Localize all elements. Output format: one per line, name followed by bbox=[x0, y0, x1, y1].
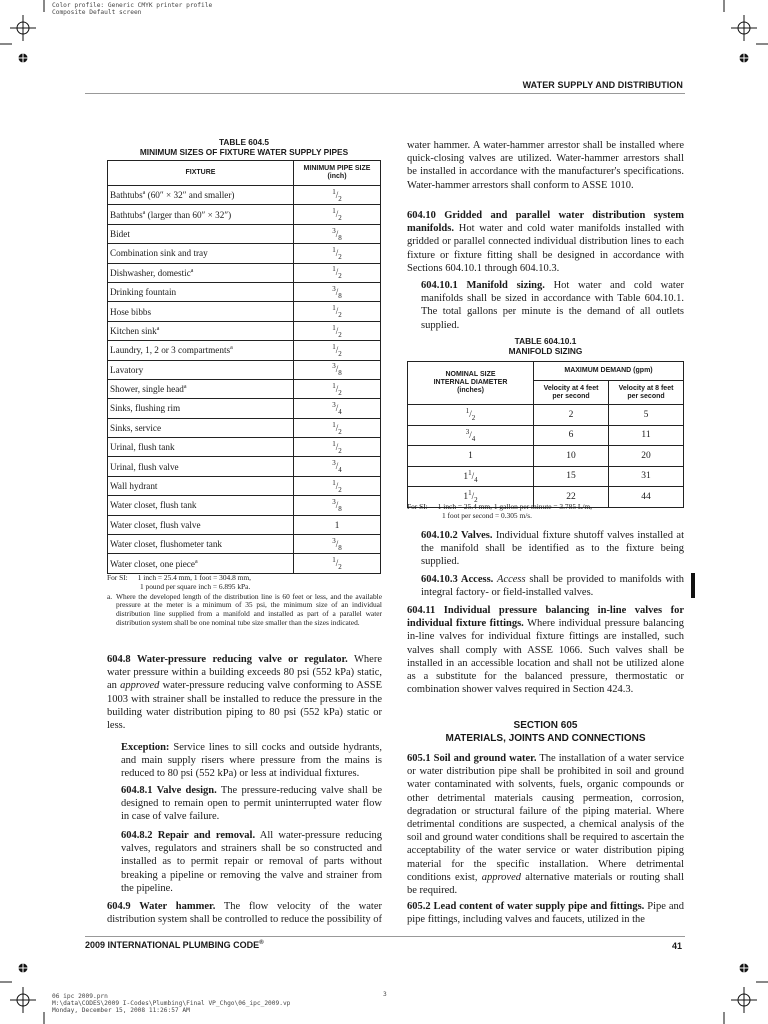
page-number: 41 bbox=[671, 941, 682, 951]
header-line: (inch) bbox=[327, 173, 347, 180]
target-icon bbox=[16, 961, 30, 975]
section-number: SECTION 605 bbox=[513, 720, 578, 731]
section-text: Where individual pressure balancing in-line valves for individual fixture fittings are installed, such valves shall comply with ASSE 1066. Such valves shall be installed in an accessible location and shall not be utilized alone as a substitute for the balanced pressure, thermostatic or combination shower valves required in Section 424.3. bbox=[407, 618, 684, 696]
section-605-2 bbox=[407, 900, 684, 926]
demand-4fps-cell: 2 bbox=[534, 405, 609, 426]
fraction: $^3/_8$ bbox=[332, 536, 342, 552]
fixture-cell: Hose bibbs bbox=[108, 302, 294, 321]
section-604-10-2 bbox=[421, 529, 684, 569]
section-text: Hot water and cold water manifolds installed with gridded or parallel connected individual distribution lines to each fixture or fixture fitting shall be designed in accordance with Sections 604.10.1 through 604.10.3. bbox=[407, 223, 684, 274]
table-caption: MINIMUM SIZES OF FIXTURE WATER SUPPLY PIPES bbox=[139, 147, 349, 157]
fixture-cell: Drinking fountain bbox=[108, 282, 294, 301]
fixture-cell: Water closet, flushometer tank bbox=[108, 535, 294, 554]
column-header-pipe-size bbox=[294, 161, 381, 186]
table-row bbox=[108, 263, 381, 282]
si-text: 1 foot per second = 0.305 m/s. bbox=[442, 510, 532, 520]
fixture-cell: Bathtubs$^a$ (60″ × 32″ and smaller) bbox=[108, 186, 294, 205]
column-header-fixture: FIXTURE bbox=[108, 161, 294, 186]
demand-4fps-cell: 10 bbox=[534, 446, 609, 467]
pipe-size-cell bbox=[294, 360, 381, 379]
pipe-size-cell bbox=[294, 341, 381, 360]
table-row bbox=[108, 535, 381, 554]
section-heading: 604.8.2 Repair and removal. bbox=[121, 830, 256, 841]
target-icon bbox=[737, 51, 751, 65]
table-number: TABLE 604.10.1 bbox=[514, 336, 577, 346]
running-header: WATER SUPPLY AND DISTRIBUTION bbox=[522, 80, 683, 90]
fraction: $^1/_2$ bbox=[332, 556, 342, 572]
pipe-size-cell bbox=[294, 205, 381, 224]
section-604-10 bbox=[407, 209, 684, 275]
fraction: $^1/_2$ bbox=[332, 187, 342, 203]
table-row bbox=[108, 360, 381, 379]
print-info-bottom bbox=[52, 993, 290, 1014]
pipe-size-cell bbox=[294, 515, 381, 534]
emphasis: Access bbox=[497, 574, 526, 585]
pipe-size-cell bbox=[294, 554, 381, 573]
pipe-size-cell bbox=[294, 321, 381, 340]
section-605-1 bbox=[407, 752, 684, 897]
fraction: $^1/_2$ bbox=[332, 420, 342, 436]
section-text: The flow velocity of the water distribution system shall be controlled to reduce the possibility of bbox=[107, 901, 382, 926]
column-header-velocity-8: Velocity at 8 feet per second bbox=[609, 381, 684, 405]
table-row bbox=[108, 186, 381, 205]
fraction: 1 bbox=[334, 519, 340, 530]
fixture-cell: Wall hydrant bbox=[108, 476, 294, 495]
section-text: water-pressure reducing valve conforming to ASSE 1003 with strainer shall be installed to reduce the pressure in the building water distribution piping to 80 psi (552 kPa) static or less. bbox=[107, 680, 382, 732]
fraction: $^3/_4$ bbox=[332, 401, 342, 416]
section-text: Pipe and pipe fittings, including valves and faucets, utilized in the bbox=[407, 901, 684, 926]
fixture-cell: Sinks, service bbox=[108, 418, 294, 437]
pipe-size-cell bbox=[294, 476, 381, 495]
fraction: $^3/_8$ bbox=[332, 284, 342, 300]
section-604-8 bbox=[107, 653, 382, 732]
table-row bbox=[108, 282, 381, 301]
demand-8fps-cell: 20 bbox=[609, 446, 684, 467]
section-heading: 604.11 Individual pressure balancing in-line valves for individual fixture fittings. bbox=[407, 605, 684, 630]
emphasis: approved bbox=[481, 871, 521, 883]
pipe-size-cell bbox=[294, 418, 381, 437]
demand-4fps-cell: 22 bbox=[534, 487, 609, 508]
fraction: 1 bbox=[468, 450, 473, 461]
table-row bbox=[108, 399, 381, 418]
table-row bbox=[108, 224, 381, 243]
demand-8fps-cell: 44 bbox=[609, 487, 684, 508]
section-heading: 604.8.1 Valve design. bbox=[121, 785, 217, 796]
si-text: 1 inch = 25.4 mm, 1 gallon per minute = 3.785 L/m, bbox=[437, 502, 593, 511]
fraction: $^1/_2$ bbox=[332, 323, 342, 339]
demand-8fps-cell: 5 bbox=[609, 405, 684, 426]
section-heading: 604.9 Water hammer. bbox=[107, 901, 216, 912]
demand-4fps-cell: 6 bbox=[534, 425, 609, 446]
fixture-cell: Shower, single head$^a$ bbox=[108, 379, 294, 398]
fixture-cell: Combination sink and tray bbox=[108, 244, 294, 263]
print-info-line: 06 ipc 2009.prn bbox=[52, 993, 108, 1000]
fixture-cell: Urinal, flush tank bbox=[108, 438, 294, 457]
section-604-8-2 bbox=[121, 829, 382, 895]
print-info-line: M:\data\CODES\2009 I-Codes\Plumbing\Final VP_Chgo\06_ipc_2009.vp bbox=[52, 1000, 291, 1007]
fixture-cell: Lavatory bbox=[108, 360, 294, 379]
table-caption: MANIFOLD SIZING bbox=[508, 346, 583, 356]
table-body bbox=[408, 405, 684, 508]
exception-block bbox=[121, 741, 382, 781]
fixture-cell: Water closet, flush tank bbox=[108, 496, 294, 515]
footer-code-title bbox=[85, 940, 264, 950]
table-row bbox=[108, 418, 381, 437]
table-header-row bbox=[108, 161, 381, 186]
table-body bbox=[108, 186, 381, 574]
fraction: $^1/_2$ bbox=[332, 478, 342, 494]
crosshair-icon bbox=[10, 987, 36, 1013]
fraction: $1^1/_4$ bbox=[463, 468, 478, 484]
fixture-cell: Water closet, flush valve bbox=[108, 515, 294, 534]
fixture-cell: Kitchen sink$^a$ bbox=[108, 321, 294, 340]
pipe-size-cell bbox=[294, 496, 381, 515]
exception-text: Service lines to sill cocks and outside hydrants, and main supply risers where pressure from the mains is reduced to 80 psi (552 kPa) or less at individual fixtures. bbox=[121, 742, 382, 780]
crosshair-icon bbox=[10, 15, 36, 41]
table-604-10-1-notes bbox=[407, 503, 684, 521]
fraction: $^1/_2$ bbox=[332, 245, 342, 261]
table-row bbox=[108, 515, 381, 534]
section-text: shall be provided to manifolds with integral factory- or field-installed valves. bbox=[421, 574, 684, 599]
demand-8fps-cell: 31 bbox=[609, 466, 684, 487]
fraction: $^1/_2$ bbox=[332, 207, 342, 223]
table-row bbox=[408, 446, 684, 467]
section-604-11 bbox=[407, 604, 684, 696]
pipe-size-cell bbox=[294, 282, 381, 301]
fixture-cell: Bidet bbox=[108, 224, 294, 243]
fraction: $^3/_4$ bbox=[465, 427, 476, 443]
section-604-10-3 bbox=[421, 573, 684, 599]
table-number: TABLE 604.5 bbox=[218, 137, 270, 147]
fraction: $^3/_8$ bbox=[332, 226, 342, 242]
section-text: Individual fixture shutoff valves installed at the manifold shall be identified as to the fixture being supplied. bbox=[421, 530, 685, 568]
fraction: $^1/_2$ bbox=[332, 381, 342, 397]
table-604-5-title bbox=[107, 137, 381, 157]
section-text: water hammer. A water-hammer arrestor shall be installed where quick-closing valves are utilized. Water-hammer arrestors shall be installed in accordance with the manufacturer's specifications. Water-hammer arrestors shall conform to ASSE 1010. bbox=[407, 140, 684, 191]
header-line: MINIMUM PIPE SIZE bbox=[303, 165, 371, 172]
si-label: For SI: bbox=[107, 573, 128, 582]
pipe-size-cell bbox=[294, 244, 381, 263]
table-row bbox=[108, 476, 381, 495]
footer-rule bbox=[85, 936, 685, 937]
size-cell bbox=[408, 405, 534, 426]
section-604-9 bbox=[107, 900, 382, 926]
fraction: $^1/_2$ bbox=[332, 342, 342, 358]
fraction: $^3/_8$ bbox=[332, 498, 342, 513]
change-bar bbox=[691, 573, 695, 598]
table-row bbox=[408, 466, 684, 487]
table-row bbox=[108, 496, 381, 515]
fixture-cell: Sinks, flushing rim bbox=[108, 399, 294, 418]
pipe-size-cell bbox=[294, 438, 381, 457]
emphasis: approved bbox=[120, 680, 160, 692]
table-row bbox=[108, 321, 381, 340]
footnote-text: Where the developed length of the distribution line is 60 feet or less, and the available pressure at the meter is a minimum of 35 psi, the minimum size of an individual distribution line supplied from a manifold and installed as part of a parallel water distribution system shall be one nominal tube size smaller than the sizes indicated. bbox=[116, 591, 382, 627]
table-row bbox=[108, 341, 381, 360]
table-row bbox=[408, 425, 684, 446]
footnote-mark: a. bbox=[107, 591, 113, 601]
footer-code: 2009 INTERNATIONAL PLUMBING CODE bbox=[85, 940, 260, 950]
section-605-title bbox=[407, 719, 684, 745]
column-header-nominal-size: NOMINAL SIZE INTERNAL DIAMETER (inches) bbox=[408, 362, 534, 405]
print-page-index: 3 bbox=[383, 991, 387, 998]
table-row bbox=[108, 554, 381, 573]
demand-4fps-cell: 15 bbox=[534, 466, 609, 487]
table-604-10-1-title bbox=[407, 336, 684, 356]
section-heading: 604.10.1 Manifold sizing. bbox=[421, 280, 545, 291]
section-604-10-1 bbox=[421, 279, 684, 332]
fraction: $^1/_2$ bbox=[332, 265, 342, 281]
header-rule bbox=[85, 93, 685, 94]
pipe-size-cell bbox=[294, 457, 381, 476]
table-row bbox=[108, 244, 381, 263]
column-header-velocity-4: Velocity at 4 feet per second bbox=[534, 381, 609, 405]
column-header-max-demand: MAXIMUM DEMAND (gpm) bbox=[534, 362, 684, 381]
section-name: MATERIALS, JOINTS AND CONNECTIONS bbox=[445, 733, 646, 744]
fixture-cell: Water closet, one piece$^a$ bbox=[108, 554, 294, 573]
size-cell bbox=[408, 446, 534, 467]
fraction: $^3/_4$ bbox=[332, 459, 342, 475]
section-text: The installation of a water service or water distribution pipe shall be prohibited in soil and ground water contaminated with solvents, fuels, organic compounds or other detrimental materials causing permeation, corrosion, degradation or structural failure of the piping material. Where detrimental conditions are suspected, a chemical analysis of the soil and ground water conditions shall be required to ascertain the acceptability of the water service or water distribution piping material for the specific installation. Where detrimental conditions exist, bbox=[407, 753, 684, 883]
section-heading: 604.10.3 Access. bbox=[421, 574, 494, 585]
size-cell bbox=[408, 425, 534, 446]
section-heading: 605.1 Soil and ground water. bbox=[407, 753, 537, 764]
crosshair-icon bbox=[731, 987, 757, 1013]
fixture-cell: Laundry, 1, 2 or 3 compartments$^a$ bbox=[108, 341, 294, 360]
demand-8fps-cell: 11 bbox=[609, 425, 684, 446]
target-icon bbox=[737, 961, 751, 975]
print-info-line: Monday, December 15, 2008 11:26:57 AM bbox=[52, 1007, 190, 1014]
pipe-size-cell bbox=[294, 302, 381, 321]
section-text: Hot water and cold water manifolds shall be sized in accordance with Table 604.10.1. The total gallons per minute is the demand of all outlets supplied. bbox=[421, 280, 685, 331]
fraction: $^1/_2$ bbox=[332, 439, 342, 455]
table-row bbox=[108, 205, 381, 224]
section-heading: 604.10.2 Valves. bbox=[421, 530, 493, 541]
section-text: All water-pressure reducing valves, regulators and strainers shall be so constructed and installed as to permit repair or removal of parts without breaking a pipeline or removing the valve and strainer from the pipeline. bbox=[121, 830, 382, 894]
exception-heading: Exception: bbox=[121, 742, 170, 753]
si-label: For SI: bbox=[407, 502, 428, 511]
size-cell bbox=[408, 466, 534, 487]
section-heading: 604.10 Gridded and parallel water distribution system manifolds. bbox=[407, 210, 684, 235]
si-text: 1 inch = 25.4 mm, 1 foot = 304.8 mm, bbox=[137, 573, 251, 582]
registered-mark: ® bbox=[259, 940, 264, 946]
section-heading: 605.2 Lead content of water supply pipe and fittings. bbox=[407, 901, 645, 912]
table-row bbox=[108, 379, 381, 398]
pipe-size-cell bbox=[294, 186, 381, 205]
print-info-line: Color profile: Generic CMYK printer profile bbox=[52, 2, 213, 9]
table-row bbox=[408, 405, 684, 426]
section-heading: 604.8 Water-pressure reducing valve or regulator. bbox=[107, 654, 348, 665]
manifold-sizing-table bbox=[407, 361, 684, 508]
fixture-cell: Dishwasher, domestic$^a$ bbox=[108, 263, 294, 282]
fraction: $^1/_2$ bbox=[332, 304, 342, 319]
crosshair-icon bbox=[731, 15, 757, 41]
fraction: $1^1/_2$ bbox=[463, 489, 478, 505]
section-text: The pressure-reducing valve shall be designed to remain open to permit uninterrupted water flow in case of valve failure. bbox=[121, 785, 382, 823]
pipe-size-cell bbox=[294, 379, 381, 398]
pipe-size-cell bbox=[294, 224, 381, 243]
print-info-line: Composite Default screen bbox=[52, 9, 142, 16]
pipe-size-cell bbox=[294, 535, 381, 554]
fraction: $^1/_2$ bbox=[465, 407, 476, 423]
section-604-8-1 bbox=[121, 784, 382, 824]
section-604-9-continued bbox=[407, 139, 684, 192]
target-icon bbox=[16, 51, 30, 65]
table-row bbox=[108, 457, 381, 476]
fixture-cell: Bathtubs$^a$ (larger than 60″ × 32″) bbox=[108, 205, 294, 224]
si-text: 1 pound per square inch = 6.895 kPa. bbox=[140, 581, 251, 591]
table-row bbox=[108, 302, 381, 321]
pipe-size-cell bbox=[294, 399, 381, 418]
section-text: alternative materials or routing shall be required. bbox=[407, 871, 684, 897]
table-604-5-notes bbox=[107, 574, 382, 628]
fixture-pipe-size-table bbox=[107, 160, 381, 574]
fixture-cell: Urinal, flush valve bbox=[108, 457, 294, 476]
table-row bbox=[108, 438, 381, 457]
fraction: $^3/_8$ bbox=[332, 362, 342, 378]
section-text: Where water pressure within a building exceeds 80 psi (552 kPa) static, an bbox=[107, 654, 382, 692]
pipe-size-cell bbox=[294, 263, 381, 282]
